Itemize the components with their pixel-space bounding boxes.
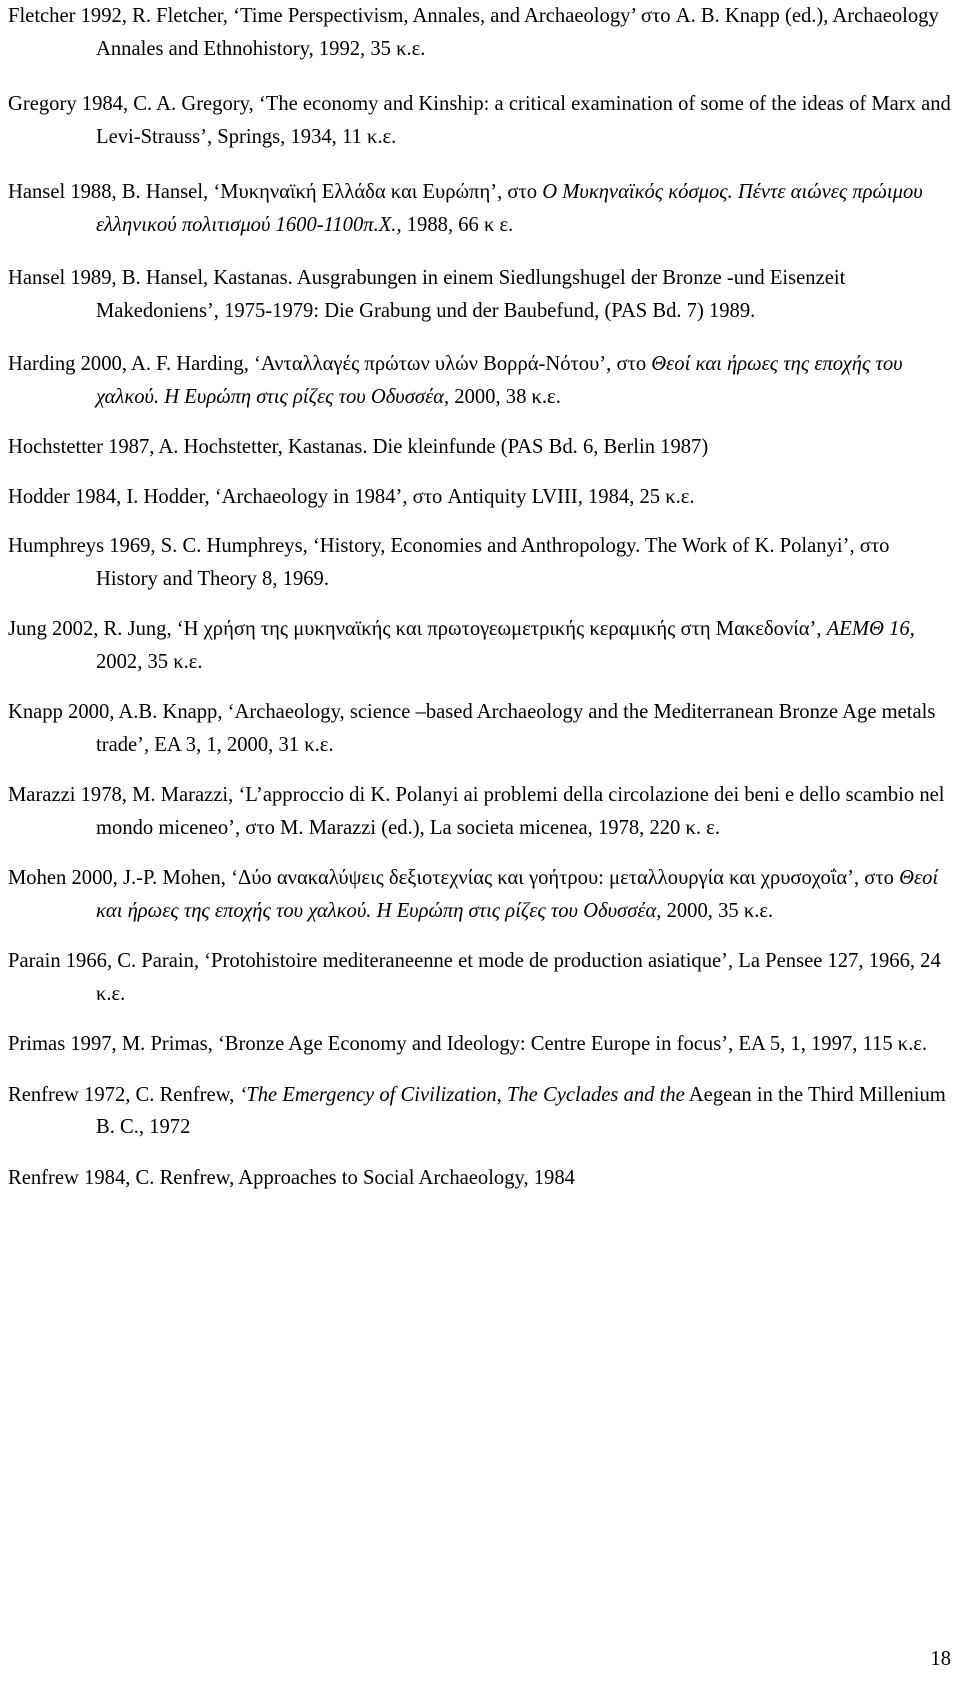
reference-hansel-1989: Hansel 1989, B. Hansel, Kastanas. Ausgrabungen in einem Siedlungshugel der Bronze -und Eisenzeit Makedoniens’, 1975-1979: Die Grabung und der Baubefund, (PAS Bd. 7) 1989. bbox=[8, 267, 846, 322]
reference-renfrew-1984: Renfrew 1984, C. Renfrew, Approaches to Social Archaeology, 1984 bbox=[8, 1166, 575, 1189]
reference-hochstetter-1987: Hochstetter 1987, A. Hochstetter, Kastanas. Die kleinfunde (PAS Bd. 6, Berlin 1987) bbox=[8, 436, 709, 458]
reference-humphreys-1969: Humphreys 1969, S. C. Humphreys, ‘History, Economies and Anthropology. The Work of K. Polanyi’, στο History and Theory 8, 1969. bbox=[8, 535, 890, 590]
reference-jung-2002: Jung 2002, R. Jung, ‘Η χρήση της μυκηναϊκής και πρωτογεωμετρικής κεραμικής στη Μακεδονία’, ΑΕΜΘ 16, 2002, 35 κ.ε. bbox=[8, 618, 915, 673]
reference-parain-1966: Parain 1966, C. Parain, ‘Protohistoire mediteraneenne et mode de production asiatique’, La Pensee 127, 1966, 24 κ.ε. bbox=[8, 950, 941, 1005]
reference-gregory-1984: Gregory 1984, C. A. Gregory, ‘The economy and Kinship: a critical examination of some of the ideas of Marx and Levi-Strauss’, Springs, 1934, 11 κ.ε. bbox=[8, 93, 951, 148]
reference-fletcher-1992: Fletcher 1992, R. Fletcher, ‘Time Perspectivism, Annales, and Archaeology’ στο A. B. Knapp (ed.), Archaeology Annales and Ethnohistory, 1992, 35 κ.ε. bbox=[8, 5, 939, 60]
reference-marazzi-1978: Marazzi 1978, M. Marazzi, ‘L’approccio di K. Polanyi ai problemi della circolazione dei beni e dello scambio nel mondo miceneo’, στο M. Marazzi (ed.), La societa micenea, 1978, 220 κ. ε. bbox=[8, 784, 945, 839]
reference-hodder-1984: Hodder 1984, I. Hodder, ‘Archaeology in 1984’, στο Antiquity LVIII, 1984, 25 κ.ε. bbox=[8, 485, 695, 508]
reference-renfrew-1972: Renfrew 1972, C. Renfrew, ‘The Emergency of Civilization, The Cyclades and the Aegean in the Third Millenium B. C., 1972 bbox=[8, 1083, 946, 1138]
bibliography-list bbox=[8, 0, 953, 1194]
reference-mohen-2000: Mohen 2000, J.-P. Mohen, ‘Δύο ανακαλύψεις δεξιοτεχνίας και γοήτρου: μεταλλουργία και χρυσοχοΐα’, στο Θεοί και ήρωες της εποχής του χαλκού. Η Ευρώπη στις ρίζες του Οδυσσέα, 2000, 35 κ.ε. bbox=[8, 867, 939, 922]
reference-primas-1997: Primas 1997, M. Primas, ‘Bronze Age Economy and Ideology: Centre Europe in focus’, EA 5, 1, 1997, 115 κ.ε. bbox=[8, 1033, 928, 1055]
reference-harding-2000: Harding 2000, A. F. Harding, ‘Ανταλλαγές πρώτων υλών Βορρά-Νότου’, στο Θεοί και ήρωες της εποχής του χαλκού. Η Ευρώπη στις ρίζες του Οδυσσέα, 2000, 38 κ.ε. bbox=[8, 353, 903, 408]
page-number: 18 bbox=[930, 1648, 951, 1670]
reference-knapp-2000: Knapp 2000, A.B. Knapp, ‘Archaeology, science –based Archaeology and the Mediterranean Bronze Age metals trade’, EA 3, 1, 2000, 31 κ.ε. bbox=[8, 701, 936, 756]
reference-hansel-1988: Hansel 1988, B. Hansel, ‘Μυκηναϊκή Ελλάδα και Ευρώπη’, στο Ο Μυκηναϊκός κόσμος. Πέντε αιώνες πρώιμου ελληνικού πολιτισμού 1600-1100π.Χ., 1988, 66 κ ε. bbox=[8, 181, 923, 236]
